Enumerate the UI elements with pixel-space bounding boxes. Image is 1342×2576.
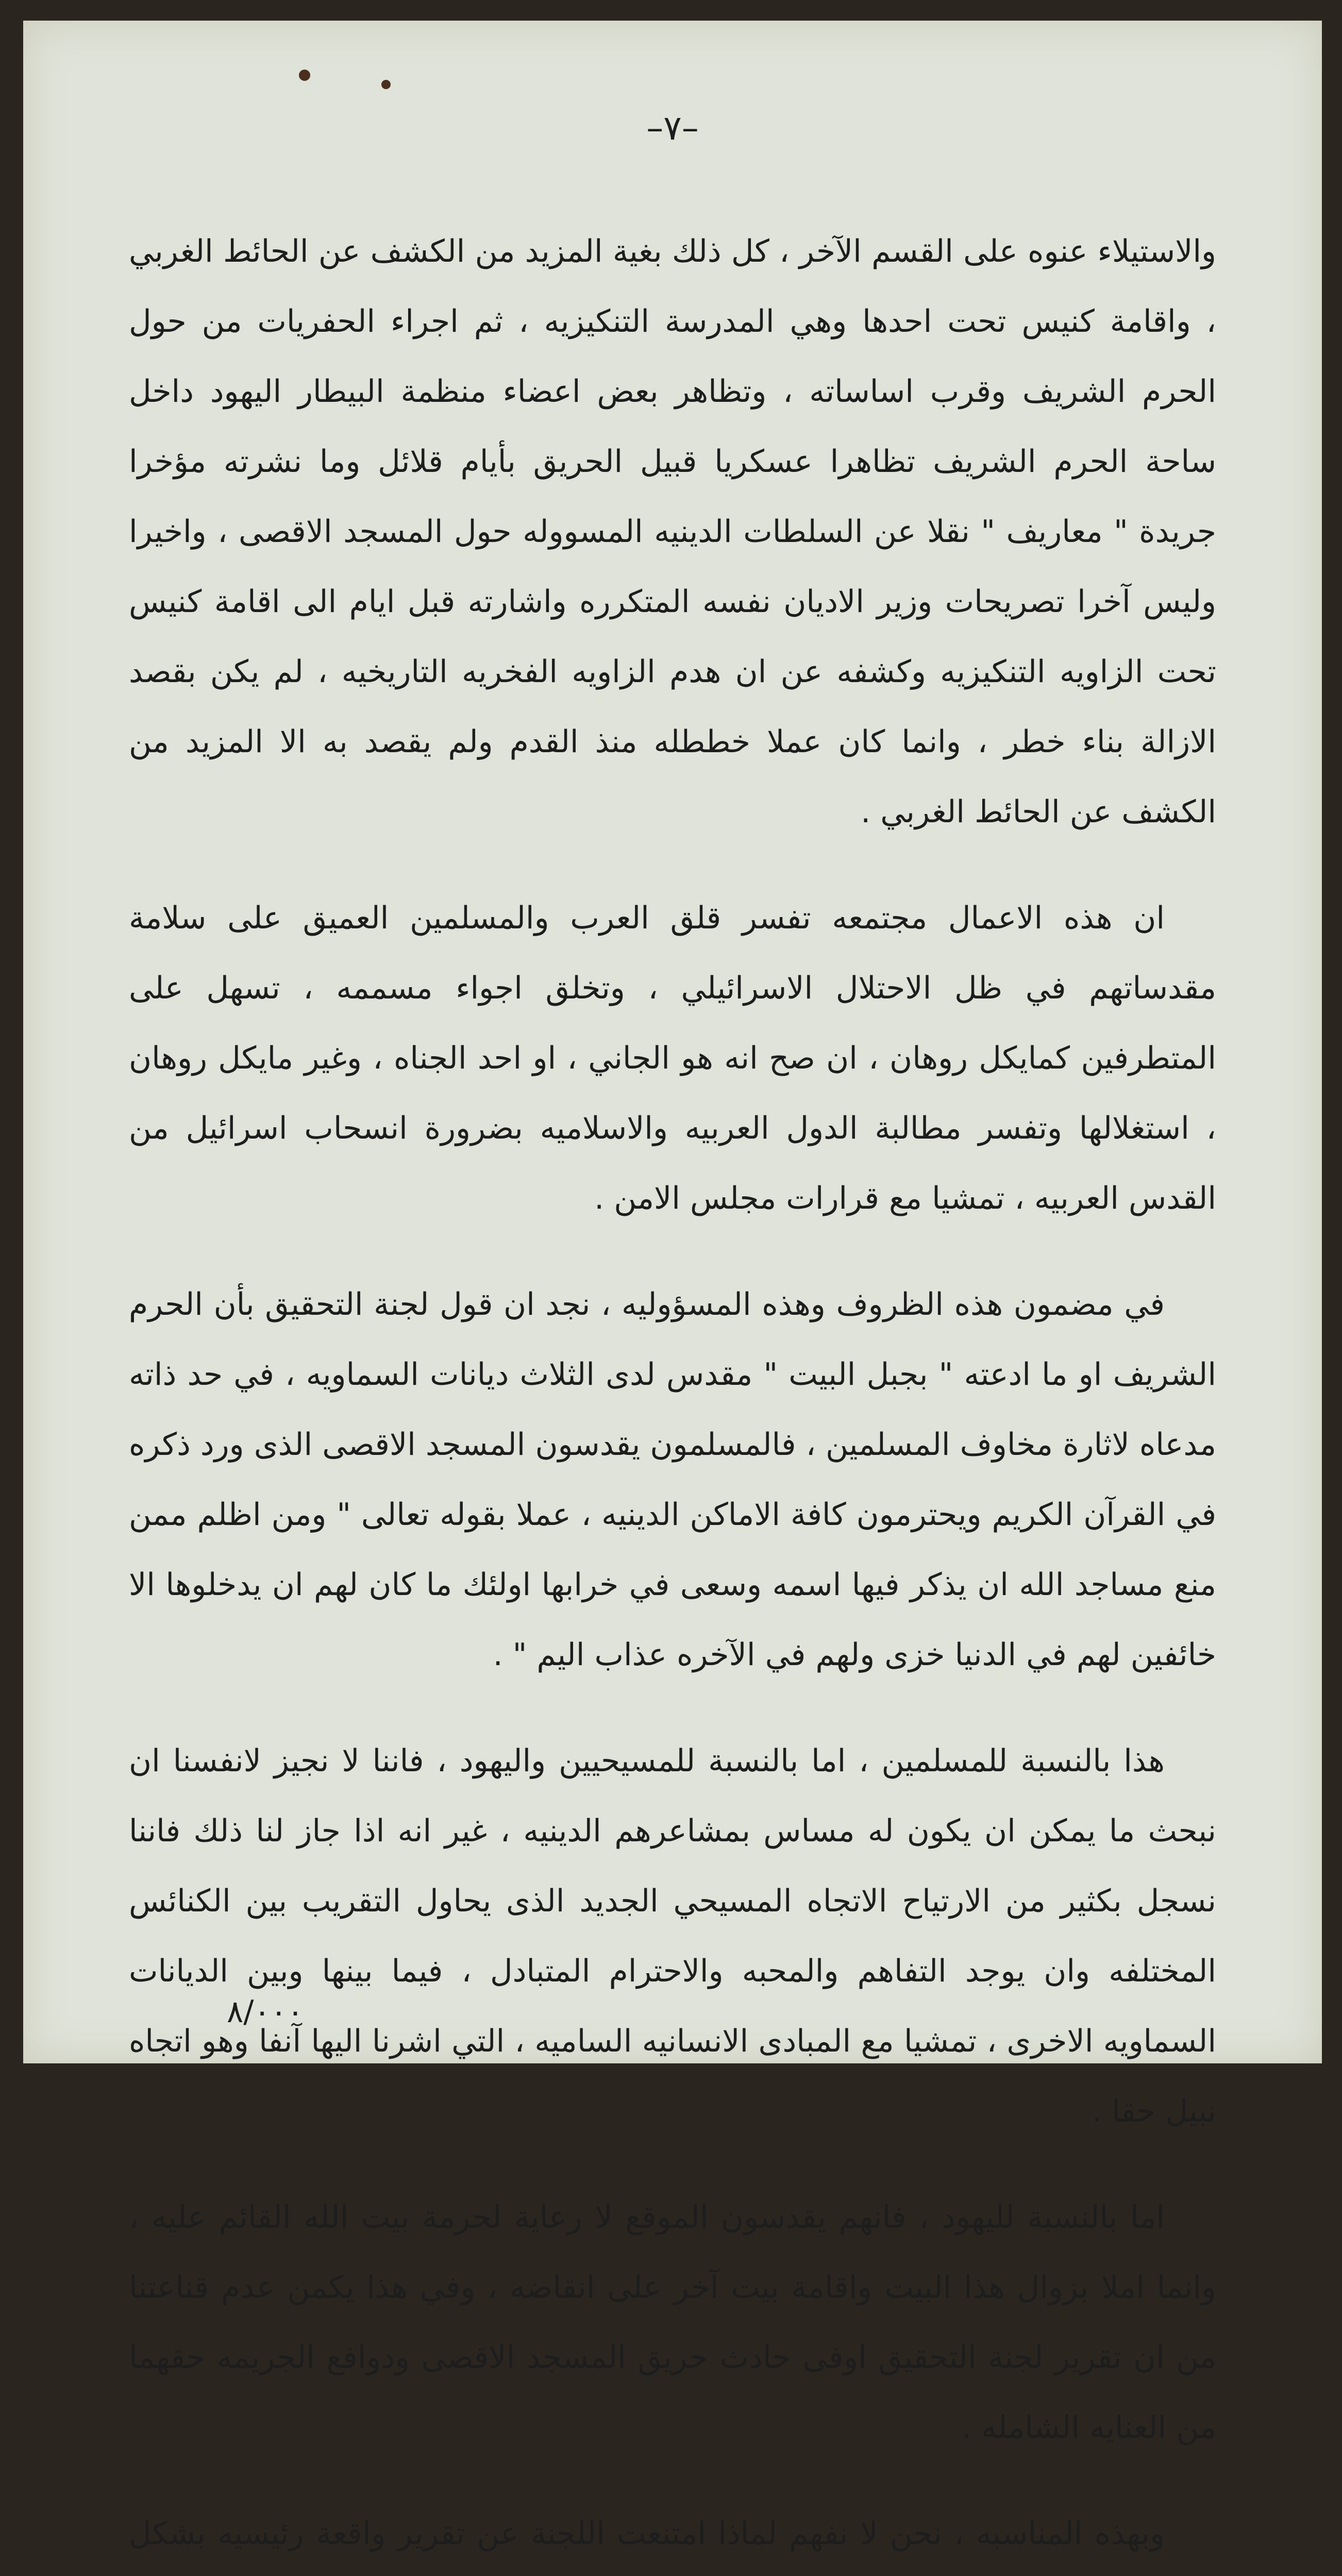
paragraph-2: ان هذه الاعمال مجتمعه تفسر قلق العرب والمسلمين العميق على سلامة مقدساتهم في ظل الاحتلال الاسرائيلي ، وتخلق اجواء مسممه ، تسهل على المتطرفين كمايكل روهان ، ان صح انه هو الجاني ، او احد الجناه ، وغير مايكل روهان ، استغلالها وتفسر مطالبة الدول العربيه والاسلاميه بضرورة انسحاب اسرائيل من القدس العربيه ، تمشيا مع قرارات مجلس الامن . bbox=[129, 900, 1216, 1216]
document-body bbox=[129, 216, 1216, 2576]
paragraph-5: اما بالنسبة لليهود ، فانهم يقدسون الموقع لا رعاية لحرمة بيت الله القائم عليه ، وانما املا بزوال هذا البيت واقامة بيت آخر على انقاضه ، وفي هذا يكمن عدم قناعتنا من ان تقرير لجنة التحقيق اوفى حادث حريق المسجد الاقصى ودوافع الجريمه حقهما من العنايه الشامله . bbox=[129, 2199, 1216, 2446]
paragraph-4: هذا بالنسبة للمسلمين ، اما بالنسبة للمسيحيين واليهود ، فاننا لا نجيز لانفسنا ان نبحث ما يمكن ان يكون له مساس بمشاعرهم الدينيه ، غير انه اذا جاز لنا ذلك فاننا نسجل بكثير من الارتياح الاتجاه المسيحي الجديد الذى يحاول التقريب بين الكنائس المختلفه وان يوجد التفاهم والمحبه والاحترام المتبادل ، فيما بينها وبين الديانات السماويه الاخرى ، تمشيا مع المبادى الانسانيه الساميه ، التي اشرنا اليها آنفا وهو اتجاه نبيل حقا . bbox=[129, 1743, 1216, 2129]
punch-hole-right bbox=[381, 80, 391, 89]
punch-hole-left bbox=[299, 70, 310, 81]
document-page bbox=[23, 21, 1322, 2552]
paragraph-3: في مضمون هذه الظروف وهذه المسؤوليه ، نجد ان قول لجنة التحقيق بأن الحرم الشريف او ما ادعته " بجبل البيت " مقدس لدى الثلاث ديانات السماويه ، في حد ذاته مدعاه لاثارة مخاوف المسلمين ، فالمسلمون يقدسون المسجد الاقصى الذى ورد ذكره في القرآن الكريم ويحترمون كافة الاماكن الدينيه ، عملا بقوله تعالى " ومن اظلم ممن منع مساجد الله ان يذكر فيها اسمه وسعى في خرابها اولئك ما كان لهم ان يدخلوها الا خائفين لهم في الدنيا خزى ولهم في الآخره عذاب اليم " . bbox=[129, 1286, 1216, 1673]
paragraph-6: وبهذه المناسبه ، نحن لا نفهم لماذا امتنعت اللجنة عن تقرير واقعة رئيسيه بشكل bbox=[129, 2516, 1165, 2552]
page-number: –٧– bbox=[646, 108, 699, 148]
paragraph-1: والاستيلاء عنوه على القسم الآخر ، كل ذلك بغية المزيد من الكشف عن الحائط الغربي ، واقامة كنيس تحت احدها وهي المدرسة التنكيزيه ، ثم اجراء الحفريات من حول الحرم الشريف وقرب اساساته ، وتظاهر بعض اعضاء منظمة البيطار اليهود داخل ساحة الحرم الشريف تظاهرا عسكريا قبيل الحريق بأيام قلائل وما نشرته مؤخرا جريدة " معاريف " نقلا عن السلطات الدينيه المسووله حول المسجد الاقصى ، واخيرا وليس آخرا تصريحات وزير الاديان نفسه المتكرره واشارته قبل ايام الى اقامة كنيس تحت الزاويه التنكيزيه وكشفه عن ان هدم الزاويه الفخريه التاريخيه ، لم يكن بقصد الازالة بناء خطر ، وانما كان عملا خططله منذ القدم ولم يقصد به الا المزيد من الكشف عن الحائط الغربي . bbox=[129, 233, 1216, 830]
continuation-reference: ٨/٠٠٠ bbox=[227, 1994, 304, 2030]
